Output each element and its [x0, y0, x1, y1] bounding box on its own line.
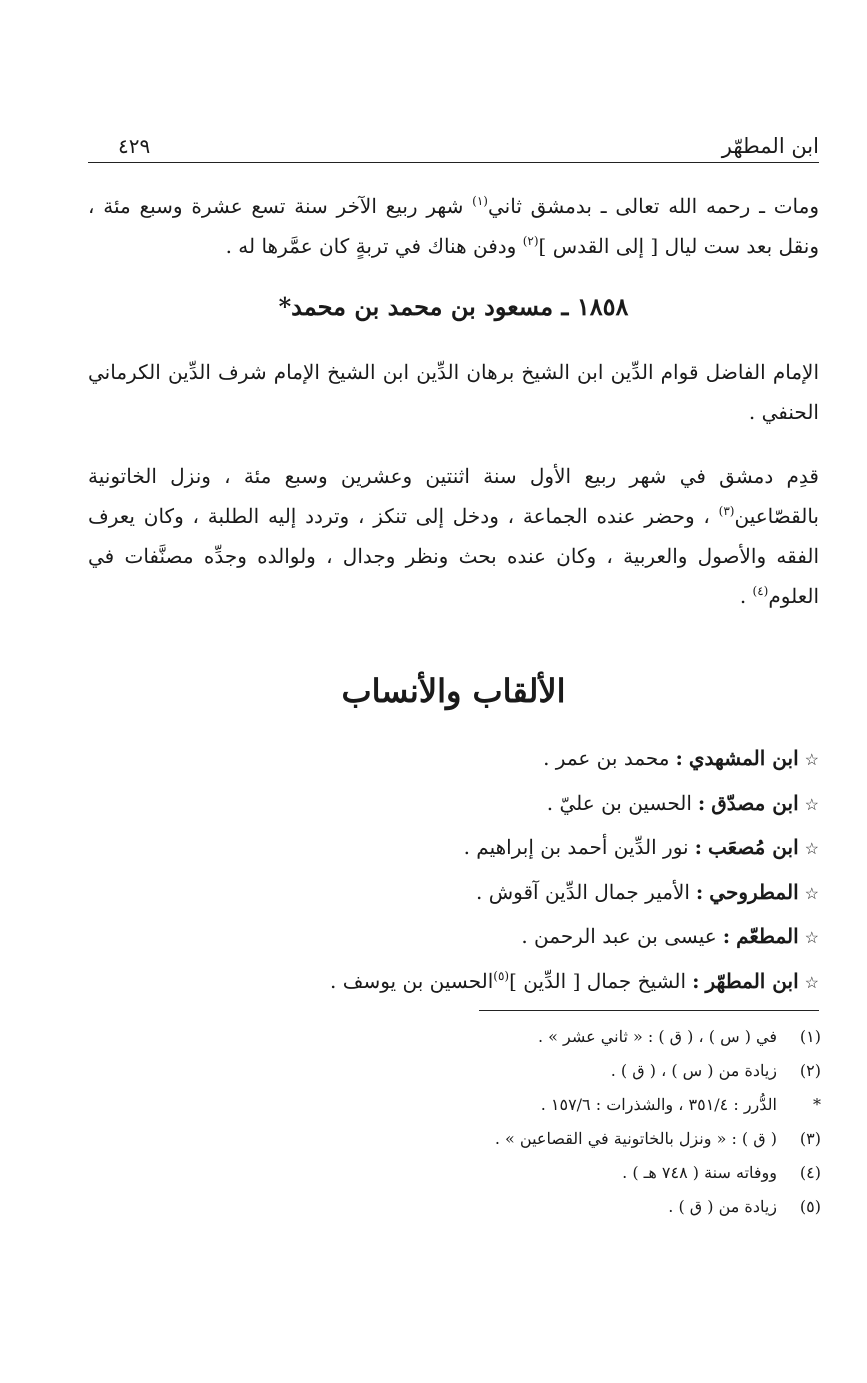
footnote-text: زيادة من ( س ) ، ( ق ) .: [610, 1061, 777, 1080]
star-icon: ☆: [804, 928, 819, 947]
footnote-mark: (٢): [799, 1061, 821, 1080]
footnote: [261, 1054, 821, 1088]
footnote-text: زيادة من ( ق ) .: [668, 1197, 777, 1216]
footnote: [261, 1122, 821, 1156]
star-icon: ☆: [804, 972, 819, 992]
footnote-text: في ( س ) ، ( ق ) : « ثاني عشر » .: [538, 1027, 777, 1046]
footnote-mark: *: [813, 1095, 821, 1114]
entry-paragraph-1: الإمام الفاضل قوام الدِّين ابن الشيخ برهان الدِّين ابن الشيخ الإمام شرف الدِّين الكرماني الحنفي .: [88, 360, 819, 424]
nisba-reference: عيسى بن عبد الرحمن .: [521, 924, 717, 948]
list-item: [219, 914, 819, 959]
page-number: ٤٢٩: [118, 134, 151, 158]
paragraph-text: شهر ربيع الآخر سنة تسع عشرة وسبع مئة ، ونقل بعد ست ليال [ إلى القدس ]: [88, 194, 819, 258]
nisba-name: المطروحي: [709, 879, 799, 904]
footnote-text: الدُّرر : ٣٥١/٤ ، والشذرات : ١٥٧/٦ .: [540, 1095, 777, 1114]
footnote-text: ووفاته سنة ( ٧٤٨ هـ ) .: [622, 1163, 777, 1182]
footnote-mark: (٣): [799, 1129, 821, 1148]
separator: :: [722, 924, 731, 948]
footnote-divider: [479, 1010, 819, 1011]
list-item: [219, 781, 819, 826]
footnote-mark: (٥): [799, 1197, 821, 1216]
previous-entry-paragraph: [88, 186, 819, 266]
entry-title: ١٨٥٨ ـ مسعود بن محمد بن محمد*: [278, 292, 629, 321]
paragraph-text: ، وحضر عنده الجماعة ، ودخل إلى تنكز ، وتردد إليه الطلبة ، وكان يعرف الفقه والأصول والعربية ، وكان عنده بحث ونظر وجدال ، ولوالده وجدِّه مصنَّفات في العلوم: [88, 504, 820, 608]
section-heading: الألقاب والأنساب: [341, 672, 566, 710]
separator: :: [694, 835, 702, 859]
footnote-ref-4: (٤): [752, 584, 769, 598]
separator: :: [692, 968, 700, 993]
page-header: [88, 128, 819, 163]
footnote-text: ( ق ) : « ونزل بالخاتونية في القصاعين » .: [494, 1129, 777, 1148]
footnotes: [261, 1020, 821, 1224]
paragraph-text: .: [739, 584, 753, 608]
separator: :: [675, 746, 683, 770]
paragraph-text: قدِم دمشق في شهر ربيع الأول سنة اثنتين وعشرين وسبع مئة ، ونزل الخاتونية بالقصّاعين: [88, 464, 819, 528]
list-item: [219, 825, 819, 870]
nisba-reference: الحسين بن يوسف .: [330, 968, 494, 993]
list-item: [219, 870, 819, 915]
list-item: [219, 736, 819, 781]
paragraph-text: ودفن هناك في تربةٍ كان عمَّرها له .: [225, 234, 523, 258]
list-item: [219, 959, 819, 1004]
footnote: [261, 1088, 821, 1122]
nisba-reference: الشيخ جمال [ الدِّين ]: [509, 968, 687, 993]
star-icon: ☆: [804, 839, 819, 858]
separator: :: [697, 790, 706, 815]
nisba-name: ابن المطهّر: [705, 968, 799, 993]
nisba-reference: نور الدِّين أحمد بن إبراهيم .: [463, 835, 689, 859]
entry-paragraph-2: [88, 456, 819, 616]
footnote: [261, 1156, 821, 1190]
nisba-name: ابن مصدّق: [711, 790, 799, 815]
star-icon: ☆: [804, 883, 819, 903]
footnote-ref-1: (١): [472, 194, 488, 208]
separator: :: [695, 879, 704, 904]
footnote-ref-3: (٣): [718, 504, 735, 518]
nisba-reference: الأمير جمال الدِّين آقوش .: [476, 879, 690, 904]
running-title: ابن المطهّر: [721, 134, 819, 158]
footnote-mark: (٤): [799, 1163, 821, 1182]
nisba-name: المطعّم: [736, 924, 799, 948]
footnote-mark: (١): [799, 1027, 821, 1046]
footnote-ref-2: (٢): [522, 234, 539, 248]
paragraph-text: ومات ـ رحمه الله تعالى ـ بدمشق ثاني: [487, 194, 819, 218]
nisba-reference: محمد بن عمر .: [543, 746, 670, 770]
footnote-ref-5: (٥): [493, 968, 510, 983]
nisba-reference: الحسين بن عليّ .: [546, 790, 692, 815]
footnote: [261, 1190, 821, 1224]
star-icon: ☆: [804, 794, 819, 814]
footnote: [261, 1020, 821, 1054]
star-icon: ☆: [804, 750, 819, 769]
nisba-name: ابن المشهدي: [688, 746, 799, 770]
nisba-name: ابن مُصعَب: [708, 835, 799, 859]
nisba-list: [219, 736, 819, 1003]
